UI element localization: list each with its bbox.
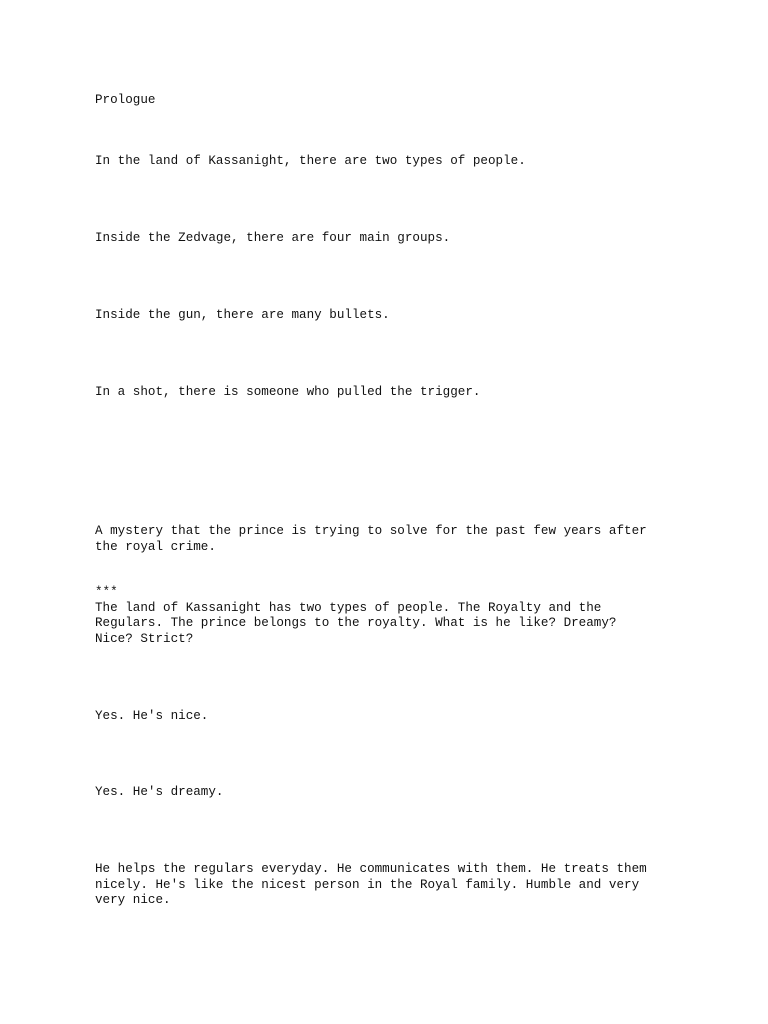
paragraph: He helps the regulars everyday. He communicates with them. He treats them nicely. He's like the nicest person in the Royal family. Humble and very very nice.: [95, 862, 647, 907]
paragraph: Yes. He's nice.: [95, 709, 209, 723]
document-title: Prologue: [95, 93, 156, 107]
paragraph: Inside the gun, there are many bullets.: [95, 308, 390, 322]
paragraph: *** The land of Kassanight has two types of people. The Royalty and the Regulars. The prince belongs to the royalty. What is he like? Dreamy? Nice? Strict?: [95, 585, 617, 646]
paragraph: Inside the Zedvage, there are four main groups.: [95, 231, 451, 245]
paragraph: Yes. He's dreamy.: [95, 785, 224, 799]
paragraph: A mystery that the prince is trying to solve for the past few years after the royal crime.: [95, 524, 647, 554]
paragraph: In the land of Kassanight, there are two types of people.: [95, 154, 526, 168]
paragraph: In a shot, there is someone who pulled the trigger.: [95, 385, 481, 399]
